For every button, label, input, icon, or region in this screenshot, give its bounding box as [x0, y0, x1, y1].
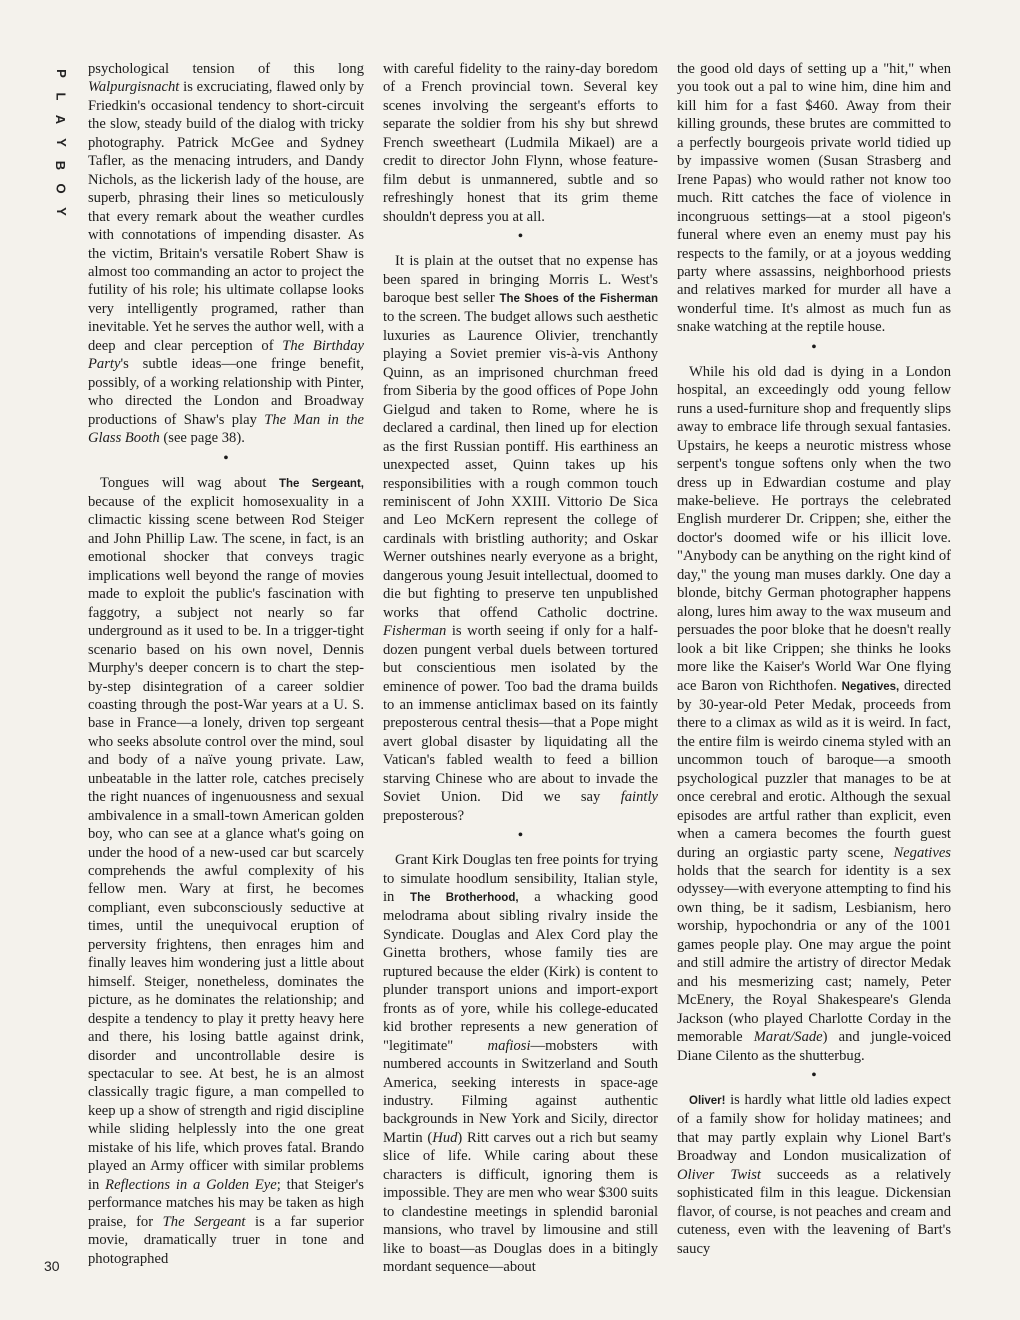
italic-title: Oliver Twist — [677, 1166, 761, 1183]
text-run: succeeds as a relatively sophisticated film in this league. Dickensian flavor, of course, is not peaches and cream and cuteness, even with the leavening of Bart's saucy — [677, 1166, 951, 1257]
italic-title: Marat/Sade — [753, 1029, 823, 1046]
text-run: is worth seeing if only for a half-dozen pungent verbal duels between tortured but conscientious men isolated by the eminence of power. Too bad the drama builds to an immense anticlimax based on its faintly preposterous central thesis—that a Pope might avert global disaster by liquidating all the Vatican's fabled wealth to feed a billion starving Chinese who are about to invade the Soviet Union. Did we say — [383, 623, 658, 806]
text-run: While his old dad is dying in a London hospital, an exceedingly odd young fellow runs a used-furniture shop and frequently slips away to embrace life through sexual fantasies. Upstairs, he keeps a neurotic mistress whose serpent's tongue softens only when the two dress up in Edwardian costume and play make-believe. He portrays the celebrated English murderer Dr. Crippen; she, either the doctor's doomed wife or his illicit love. "Anybody can be anything on the right kind of day," the young man muses darkly. One day a blonde, bitchy German photographer happens along, lures him away to the wax museum and persuades the poor bloke that he doesn't really look a bit like Crippen; she thinks he looks more like the Kaiser's World War One flying ace Baron von Richthofen. — [677, 363, 951, 694]
italic-title: The Man in the Glass Booth — [88, 411, 364, 447]
masthead-letter: Y — [53, 138, 69, 147]
italic-title: Walpurgisnacht — [88, 79, 180, 96]
masthead-letter: A — [53, 114, 69, 125]
text-run: Grant Kirk Douglas ten free points for trying to simulate hoodlum sensibility, Italian style, in — [383, 852, 658, 906]
film-title: Negatives, — [841, 680, 900, 693]
review-shoes-of-the-fisherman — [383, 252, 658, 825]
masthead-letter: P — [53, 69, 69, 78]
text-run: directed by 30-year-old Peter Medak, proceeds from there to a climax as wild as it is weird. In fact, the entire film is weirdo cinema styled with an uncommon touch of baroque—a smooth psychological puzzler that manages to be at once cerebral and erotic. Although the sexual episodes are artful rather than explicit, even when a camera becomes the fourth guest during an orgiastic party scene, — [677, 677, 951, 861]
text-run: the good old days of setting up a "hit," when you took out a pal to wine him, dine him and kill him for a fast $460. Away from their killing grounds, these brutes are committed to a perfectly bourgeois private world tidied up by impassive women (Susan Strasberg and Irene Papas) who would rather not know too much. Ritt catches the face of violence in incongruous settings—at a stool pigeon's funeral where even an enemy must pay his respects to the family, or at a joyous wedding party where assassins, neighborhood priests and relatives marked for murder all have a wonderful time. It's almost as much fun as snake watching at the reptile house. — [677, 61, 951, 336]
text-run: ; that Steiger's performance matches his may be taken as high praise, for — [88, 1176, 364, 1230]
paragraph — [88, 60, 364, 448]
paragraph — [383, 60, 658, 226]
text-run: —mobsters with numbered accounts in Switzerland and South America, seeking interests in space-age industry. Filming against authentic backgrounds in New York and Sicily, director Martin ( — [383, 1037, 659, 1146]
italic-title: Fisherman — [383, 623, 447, 640]
masthead-letter: O — [53, 183, 69, 194]
text-column-1 — [88, 60, 364, 1268]
masthead-letter: L — [53, 92, 69, 101]
section-separator: • — [518, 828, 523, 844]
italic-title: Negatives — [893, 844, 951, 861]
text-run: ) Ritt carves out a rich but seamy slice of life. While caring about these characters is difficult, ignoring them is impossible. They are men who wear $300 suits to clandestine meetings in splendid baronial mansions, who travel by limousine and still like to boast—as Douglas does in a bitingly mordant sequence—about — [383, 1129, 659, 1276]
text-run: because of the explicit homosexuality in a climactic kissing scene between Rod Steiger and John Phillip Law. The scene, in fact, is an emotional shocker that conveys tragic implications well beyond the range of movies made to exploit the public's fascination with faggotry, a subject not nearly so far underground as it used to be. In a trigger-tight scenario based on his own novel, Dennis Murphy's deeper concern is to chart the step-by-step disintegration of a career soldier coasting through the post-War years at a U. S. base in France—a lonely, driven top sergeant who seeks absolute control over the mind, soul and body of a naïve young private. Law, unbeatable in the latter role, catches precisely the right nuances of ingenuousness and sexual ambivalence in a small-town American golden boy, who can see at a glance what's going on under the hood of a new-used car but scarcely comprehends the awful complexity of his fellow men. Wary at first, he becomes compliant, even subconsciously seductive at times, until the unequivocal eruption of perversity frightens, then enrages him and finally leaves him wondering just a little about himself. Steiger, nonetheless, dominates the picture, as he dominates the relationship; and despite a tendency to play it pretty heavy here and there, his losing battle against drink, disorder and uncontrollable desire is spectacular to see. At best, he is an almost classically tragic figure, a man compelled to keep up a show of strength and rigid discipline while sliding helplessly into the one great mistake of his life, which proves fatal. Brando played an Army officer with similar problems in — [88, 493, 364, 1193]
text-run: 's subtle ideas—one fringe benefit, possibly, of a working relationship with Pinter, who directed the London and Broadway productions of Shaw's play — [88, 356, 364, 428]
text-run: with careful fidelity to the rainy-day boredom of a French provincial town. Several key scenes involving the sergeant's efforts to separate the soldier from his shy but shrewd French sweetheart (Ludmila Mikael) are a credit to director John Flynn, whose feature-film debut is unmannered, subtle and so refreshingly honest that its grim theme shouldn't depress you at all. — [383, 61, 658, 225]
text-column-2 — [383, 60, 658, 1277]
film-title: The Shoes of the Fisherman — [499, 292, 659, 305]
masthead-letter: Y — [53, 207, 69, 216]
text-run: is a far superior movie, dramatically truer in tone and photographed — [88, 1213, 365, 1267]
review-oliver — [677, 1091, 951, 1258]
text-run: Tongues will wag about — [100, 474, 279, 491]
text-run: a whacking good melodrama about sibling rivalry inside the Syndicate. Douglas and Alex Cord play the Ginetta brothers, whose family ties are ruptured because the elder (Kirk) is content to plunder transport unions and import-export fronts as of yore, while his college-educated kid brother represents a new generation of "legitimate" — [383, 889, 658, 1054]
section-separator: • — [518, 229, 523, 245]
text-run: preposterous? — [383, 807, 465, 824]
text-run: (see page 38). — [159, 430, 245, 447]
playboy-masthead — [50, 62, 72, 223]
italic-title: faintly — [620, 789, 658, 806]
film-title: The Sergeant, — [279, 477, 364, 490]
review-the-brotherhood — [383, 851, 658, 1276]
section-separator: • — [223, 450, 229, 466]
masthead-letter: B — [53, 160, 69, 171]
italic-title: Hud — [432, 1129, 458, 1146]
text-run: is excruciating, flawed only by Friedkin's occasional tendency to short-circuit the slow, steady build of the dialog with tricky photography. Patrick McGee and Sydney Tafler, as the menacing intruders, and Dandy Nichols, as the lickerish lady of the house, are superb, phrasing their lines so meticulously that every remark about the weather curdles with connotations of impending disaster. As the victim, Britain's versatile Robert Shaw is almost too commanding an actor to project the futility of his role; his ultimate collapse looks very intelligently programed, rather than inevitable. Yet he serves the author well, with a deep and clear perception of — [88, 79, 364, 354]
text-column-3 — [677, 60, 951, 1258]
italic-title: mafiosi — [487, 1037, 531, 1054]
film-title: Oliver! — [689, 1095, 726, 1108]
section-separator: • — [811, 339, 817, 355]
text-run: It is plain at the outset that no expense has been spared in bringing Morris L. West's baroque best seller — [383, 253, 658, 306]
section-separator: • — [811, 1068, 817, 1084]
review-the-sergeant — [88, 474, 364, 1268]
text-run: ) and jungle-voiced Diane Cilento as the shutterbug. — [677, 1029, 951, 1064]
italic-title: Reflections in a Golden Eye — [105, 1176, 277, 1193]
italic-title: The Sergeant — [162, 1213, 246, 1230]
film-title: The Brotherhood, — [410, 892, 519, 905]
review-negatives — [677, 363, 951, 1065]
paragraph — [677, 60, 951, 337]
text-run: is hardly what little old ladies expect of a family show for holiday matinees; and that may partly explain why Lionel Bart's Broadway and London musicalization of — [677, 1092, 951, 1165]
text-run: psychological tension of this long — [88, 61, 364, 77]
text-run: to the screen. The budget allows such aesthetic luxuries as Laurence Olivier, trenchantly playing a Soviet premier vis-à-vis Anthony Quinn, as an imprisoned churchman freed from Siberia by the good offices of Pope John Gielgud and taken to Rome, where he is declared a cardinal, then lined up for election as the first Russian pontiff. His earthiness an unexpected asset, Quinn takes up his responsibilities with a rough common touch reminiscent of John XXIII. Vittorio De Sica and Leo McKern represent the college of cardinals with bristling authority; and Oskar Werner outshines nearly everyone as a bright, dangerous young Jesuit intellectual, doomed to die but fighting to preserve ten unpublished works that offend Catholic doctrine. — [383, 309, 658, 621]
italic-title: The Birthday Party — [88, 337, 364, 373]
text-run: holds that the search for identity is a sex odyssey—with everyone attempting to find his own thing, be it sadism, Lesbianism, hero worship, hypochondria or any of the 1001 games people play. One may argue the point and still admire the artistry of director Medak and his mesmerizing cast; namely, Peter McEnery, the Royal Shakespeare's Glenda Jackson (who played Charlotte Corday in the memorable — [677, 863, 951, 1046]
page-number: 30 — [44, 1258, 60, 1274]
